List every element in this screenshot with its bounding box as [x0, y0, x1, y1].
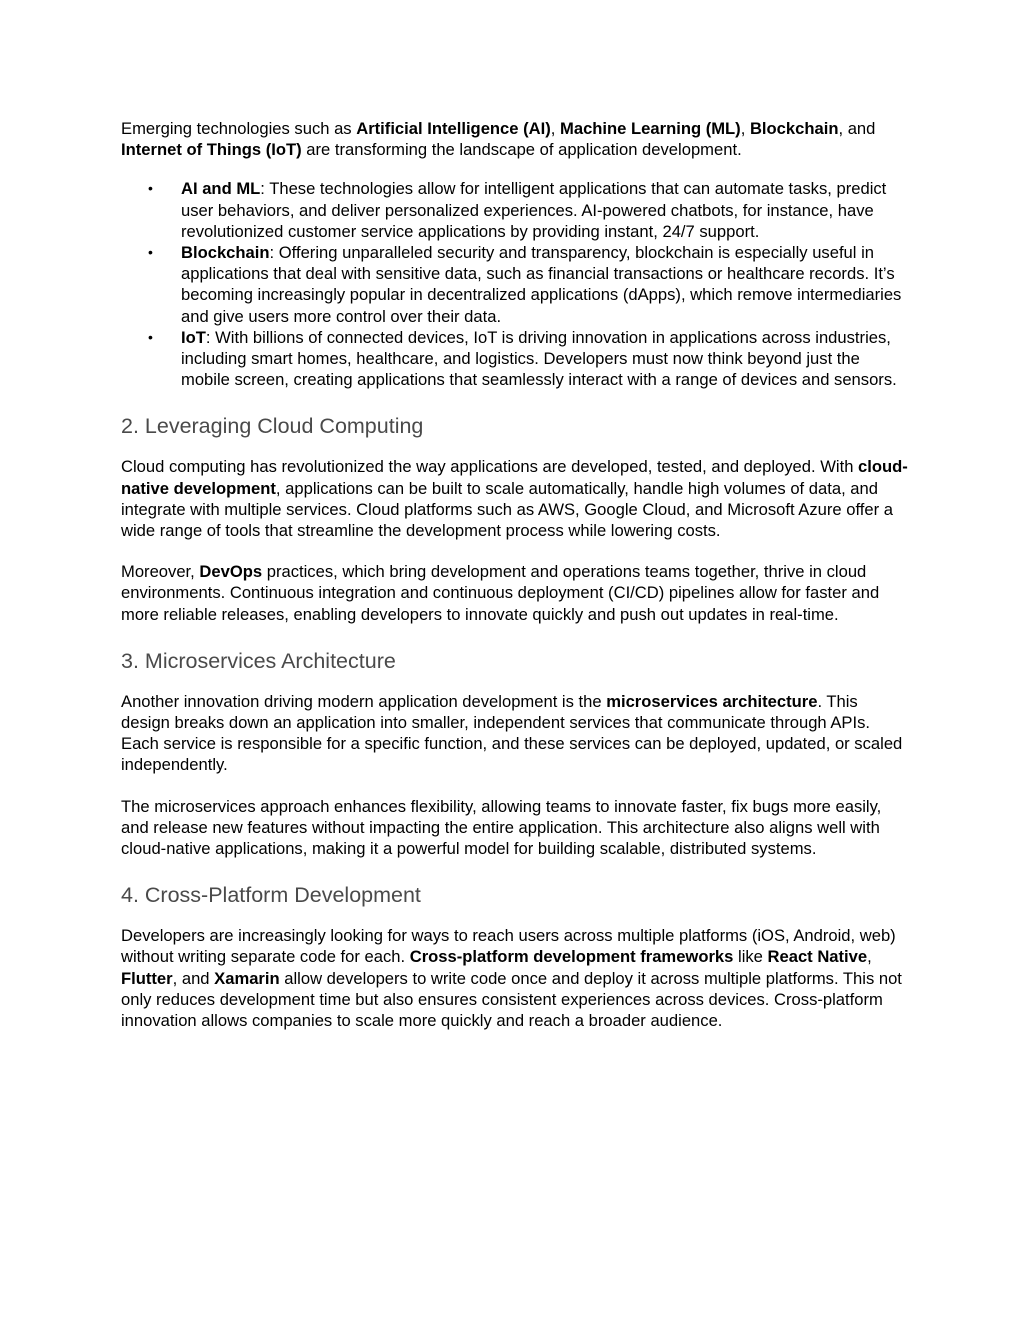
cloud-paragraph-2: [121, 561, 911, 625]
cross-platform-paragraph: [121, 925, 911, 1031]
term-cross-platform: Cross-platform development frameworks: [409, 947, 734, 967]
intro-text: ,: [740, 119, 750, 138]
paragraph-text: Cloud computing has revolutionized the way applications are developed, tested, and deployed. With: [121, 457, 859, 477]
term-devops: DevOps: [199, 562, 263, 582]
section-heading-cloud-computing: 2. Leveraging Cloud Computing: [121, 414, 424, 439]
document-page: [121, 118, 911, 1051]
bullet-marker: •: [148, 244, 153, 261]
microservices-paragraph-2: The microservices approach enhances flexibility, allowing teams to innovate faster, fix bugs more easily, and release new features without impacting the entire application. This architecture also aligns well with cloud-native applications, making it a powerful model for building scalable, distributed systems.: [121, 796, 882, 859]
intro-paragraph: [121, 118, 911, 160]
paragraph-text: like: [733, 947, 768, 967]
list-item: [148, 242, 911, 327]
list-item-term: IoT: [181, 327, 206, 347]
paragraph-text: . This design breaks down an application into smaller, independent services that communicate through APIs. Each service is responsible for a specific function, and these services can be deployed, updated, or scaled independently.: [121, 691, 903, 775]
list-item-term: Blockchain: [181, 243, 270, 263]
list-item-term: AI and ML: [181, 179, 261, 199]
term-flutter: Flutter: [121, 968, 173, 988]
section-heading-microservices: 3. Microservices Architecture: [121, 648, 396, 673]
bullet-marker: •: [148, 180, 153, 197]
intro-text: are transforming the landscape of application development.: [301, 140, 742, 160]
paragraph-text: Another innovation driving modern application development is the: [121, 691, 607, 711]
technology-bullet-list: [121, 178, 911, 390]
list-item-text: : These technologies allow for intelligent applications that can automate tasks, predict user behaviors, and deliver personalized experiences. AI-powered chatbots, for instance, have revolutionized customer service applications by providing instant, 24/7 support.: [181, 179, 887, 241]
list-item-text: : With billions of connected devices, IoT is driving innovation in applications across industries, including smart homes, healthcare, and logistics. Developers must now think beyond just the mobile screen, creating applications that seamlessly interact with a range of devices and sensors.: [181, 327, 897, 390]
intro-text: Emerging technologies such as: [121, 119, 357, 138]
paragraph-text: , applications can be built to scale automatically, handle high volumes of data, and integrate with multiple services. Cloud platforms such as AWS, Google Cloud, and Microsoft Azure offer a wide range of tools that streamline the development process while lowering costs.: [121, 478, 893, 541]
paragraph-text: allow developers to write code once and deploy it across multiple platforms. This not only reduces development time but also ensures consistent experiences across devices. Cross-platform innovation allows companies to scale more quickly and reach a broader audience.: [121, 968, 902, 1031]
term-blockchain: Blockchain: [749, 119, 839, 138]
term-xamarin: Xamarin: [214, 968, 280, 988]
paragraph-text: Moreover,: [121, 562, 200, 582]
bullet-marker: •: [148, 328, 153, 345]
microservices-paragraph-1: [121, 691, 911, 776]
list-item: [148, 178, 911, 242]
paragraph-text: Developers are increasingly looking for ways to reach users across multiple platforms (iOS, Android, web) without writing separate code for each.: [121, 926, 896, 967]
term-cloud-native: cloud-native development: [121, 457, 908, 498]
term-react-native: React Native: [767, 947, 868, 967]
cloud-paragraph-1: [121, 456, 911, 541]
paragraph-text: practices, which bring development and operations teams together, thrive in cloud environments. Continuous integration and continuous deployment (CI/CD) pipelines allow for faster and more reliable releases, enabling developers to innovate quickly and push out updates in real-time.: [121, 562, 880, 624]
paragraph-text: ,: [867, 947, 872, 967]
term-ml: Machine Learning (ML): [560, 119, 741, 138]
intro-text: , and: [838, 119, 876, 138]
paragraph-text: , and: [172, 968, 215, 988]
intro-text: ,: [550, 119, 561, 138]
section-heading-cross-platform: 4. Cross-Platform Development: [121, 883, 421, 908]
list-item-text: : Offering unparalleled security and transparency, blockchain is especially useful in applications that deal with sensitive data, such as financial transactions or healthcare records. It’s becoming increasingly popular in decentralized applications (dApps), which remove intermediaries and give users more control over their data.: [181, 243, 902, 326]
term-iot: Internet of Things (IoT): [121, 140, 302, 160]
term-ai: Artificial Intelligence (AI): [356, 119, 551, 138]
list-item: [148, 327, 911, 391]
term-microservices: microservices architecture: [606, 691, 818, 711]
